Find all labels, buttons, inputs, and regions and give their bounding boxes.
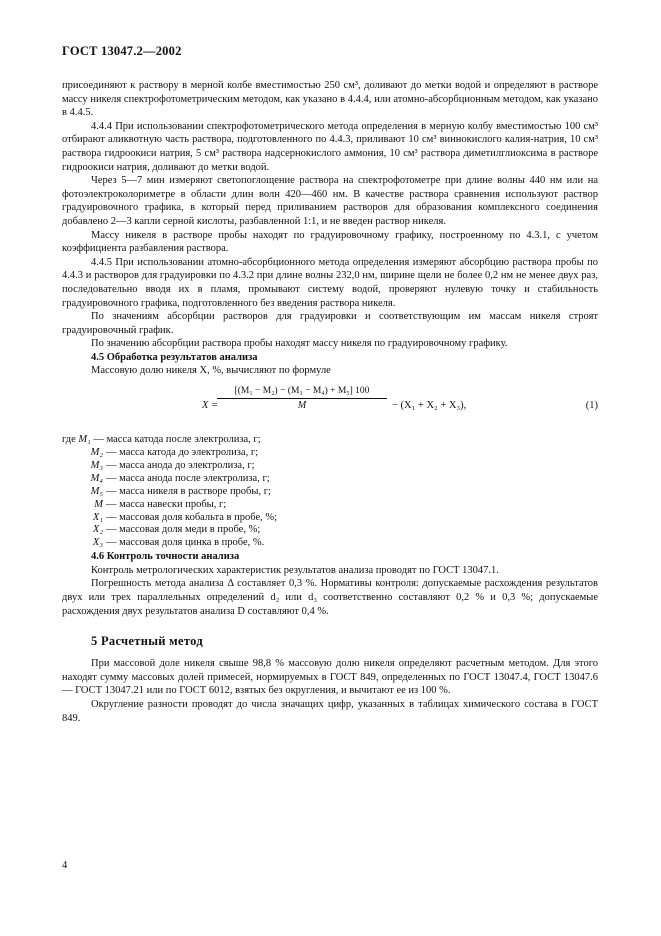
paragraph-1: присоединяют к раствору в мерной колбе вместимостью 250 см³, доливают до метки водой и определяют в растворе массу никеля спектрофотометрическим методом, как указано в 4.4.4, или атомно-абсорбционным методом, как указано в 4.4.5. [62, 80, 598, 119]
paragraph-error: Погрешность метода анализа Δ составляет 0,3 %. Нормативы контроля: допускаемые расхождения результатов двух или трех параллельных определений d₂ или d₃ соответственно составляют 0,2 % и 0,3 %; допускаемые расхождения двух результатов анализа D составляют 0,4 %. [62, 578, 598, 617]
definition-item: M₂ — масса катода до электролиза, г; [90, 446, 259, 458]
document-header: ГОСТ 13047.2—2002 [62, 44, 182, 58]
paragraph-4-4-5: 4.4.5 При использовании атомно-абсорбционного метода определения измеряют абсорбцию раствора пробы по 4.4.3 и растворов для градуировки по 4.3.2 при длине волны 232,0 нм, ширине щели не более 0,2 нм не менее двух раз, последовательно вводя их в пламя, промывают систему водой, проверяют нулевую точку и стабильность градуировочного графика, подготовленного без введения раствора никеля. [62, 256, 598, 309]
paragraph-calibration: По значениям абсорбции растворов для градуировки и соответствующим им массам никеля строят градуировочный график. [62, 311, 598, 336]
formula-numerator: [(M₁ − M₂) − (M₃ − M₄) + M₅] 100 [217, 386, 387, 399]
definition-item: где M₁ — масса катода после электролиза, г; [62, 434, 261, 446]
definition-item: M — масса навески пробы, г; [94, 498, 227, 510]
formula-fraction [217, 386, 387, 411]
formula-lhs: X = [202, 400, 219, 412]
formula-1 [62, 386, 598, 426]
definition-item: X₁ — массовая доля кобальта в пробе, %; [92, 511, 278, 523]
paragraph-formula-intro: Массовую долю никеля X, %, вычисляют по формуле [91, 365, 331, 377]
section-4-6-heading: 4.6 Контроль точности анализа [91, 551, 240, 563]
section-5-heading: 5 Расчетный метод [91, 634, 203, 649]
definition-item: M₅ — масса никеля в растворе пробы, г; [90, 485, 271, 497]
paragraph-rounding: Округление разности проводят до числа значащих цифр, указанных в таблицах химического состава в ГОСТ 849. [62, 698, 598, 724]
definitions-list [62, 434, 598, 550]
paragraph-absorption: По значению абсорбции раствора пробы находят массу никеля по градуировочному графику. [91, 338, 508, 350]
document-page [62, 44, 598, 725]
page-number: 4 [62, 860, 68, 871]
formula-denominator: M [297, 400, 307, 412]
paragraph-control: Контроль метрологических характеристик результатов анализа проводят по ГОСТ 13047.1. [91, 564, 499, 576]
section-4-5-heading: 4.5 Обработка результатов анализа [91, 351, 258, 363]
definition-item: M₃ — масса анода до электролиза, г; [90, 459, 255, 471]
formula-number: (1) [585, 400, 598, 412]
definition-item: X₃ — массовая доля цинка в пробе, %. [92, 537, 265, 549]
formula-rest: − (X₁ + X₂ + X₃), [392, 400, 467, 412]
paragraph-mass-nickel: Массу никеля в растворе пробы находят по градуировочному графику, построенному по 4.3.1, с учетом коэффициента разбавления раствора. [62, 229, 598, 255]
definition-item: M₄ — масса анода после электролиза, г; [90, 472, 270, 484]
paragraph-calc-method: При массовой доле никеля свыше 98,8 % массовую долю никеля определяют расчетным методом. Для этого находят сумму массовых долей примесей, нормируемых в ГОСТ 849, определенных по ГОСТ 13047.4, ГОСТ 13047.6 — ГОСТ 13047.21 или по ГОСТ 6012, взятых без округления, и вычитают ее из 100 %. [62, 658, 598, 697]
definition-item: X₂ — массовая доля меди в пробе, %; [92, 524, 261, 536]
paragraph-measurement: Через 5—7 мин измеряют светопоглощение раствора на спектрофотометре при длине волны 440 нм или на фотоэлектроколориметре в области длин волн 420—460 нм. В качестве раствора сравнения используют раствор градуировочного графика, в который перед приливанием растворов для образования комплексного соединения добавлено 2—3 капли серной кислоты, разбавленной 1:1, и не введен раствор никеля. [62, 175, 598, 227]
paragraph-4-4-4: 4.4.4 При использовании спектрофотометрического метода определения в мерную колбу вместимостью 100 см³ отбирают аликвотную часть раствора, подготовленного по 4.4.3, приливают 10 см³ виннокислого калия-натрия, 10 см³ раствора гидроокиси натрия, 5 см³ раствора надсернокислого аммония, 10 см³ раствора диметилглиоксима в растворе гидроокиси натрия, доливают до метки водой. [62, 120, 598, 173]
